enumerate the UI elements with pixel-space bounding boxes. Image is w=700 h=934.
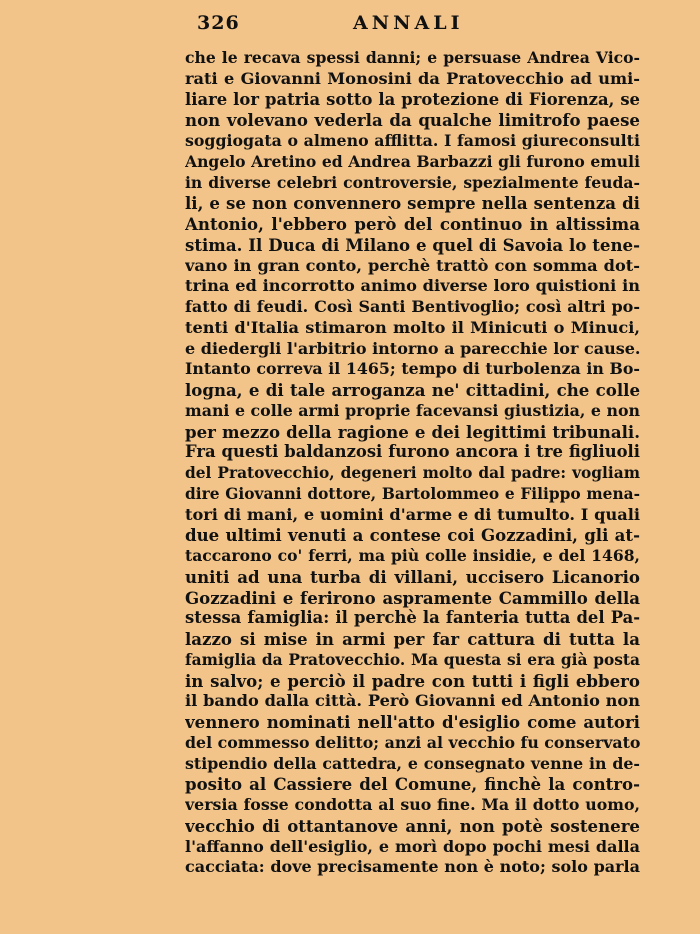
text-line: uniti ad una turba di villani, uccisero Licanorio xyxy=(185,566,640,587)
text-line: Antonio, l'ebbero però del continuo in altissima xyxy=(185,214,640,234)
text-line: del Pratovecchio, degeneri molto dal padre: vogliam xyxy=(185,464,640,482)
text-line: Intanto correva il 1465; tempo di turbolenza in Bo- xyxy=(185,359,640,379)
text-line: posito al Cassiere del Comune, finchè la contro- xyxy=(185,774,640,795)
text-line: logna, e di tale arroganza ne' cittadini, che colle xyxy=(185,380,640,400)
text-line: liare lor patria sotto la protezione di Fiorenza, se xyxy=(185,89,640,109)
page-header xyxy=(0,12,700,38)
text-line: cacciata: dove precisamente non è noto; solo parla xyxy=(185,857,640,877)
text-line: dire Giovanni dottore, Bartolommeo e Filippo mena- xyxy=(185,484,640,503)
text-line: tori di mani, e uomini d'arme e di tumulto. I quali xyxy=(185,504,640,524)
text-line: non volevano vederla da qualche limitrofo paese xyxy=(185,110,640,131)
text-line: che le recava spessi danni; e persuase Andrea Vico- xyxy=(185,48,640,67)
text-line: versia fosse condotta al suo fine. Ma il dotto uomo, xyxy=(185,795,640,814)
text-line: Fra questi baldanzosi furono ancora i tre figliuoli xyxy=(185,442,640,462)
text-line: vecchio di ottantanove anni, non potè sostenere xyxy=(185,815,640,836)
text-line: mani e colle armi proprie facevansi giustizia, e non xyxy=(185,400,640,420)
text-line: vano in gran conto, perchè trattò con somma dot- xyxy=(185,255,640,275)
text-line: in salvo; e perciò il padre con tutti i figli ebbero xyxy=(185,670,640,691)
text-line: stessa famiglia: il perchè la fanteria tutta del Pa- xyxy=(185,608,640,628)
text-line: trina ed incorrotto animo diverse loro quistioni in xyxy=(185,276,640,296)
text-line: Angelo Aretino ed Andrea Barbazzi gli furono emuli xyxy=(185,151,640,171)
text-line: stipendio della cattedra, e consegnato venne in de- xyxy=(185,753,640,773)
text-line: soggiogata o almeno afflitta. I famosi giureconsulti xyxy=(185,131,640,150)
text-line: il bando dalla città. Però Giovanni ed Antonio non xyxy=(185,691,640,711)
text-line: taccarono co' ferri, ma più colle insidie, e del 1468, xyxy=(185,546,640,565)
text-line: del commesso delitto; anzi al vecchio fu conservato xyxy=(185,732,640,752)
text-line: rati e Giovanni Monosini da Pratovecchio ad umi- xyxy=(185,68,640,88)
text-line: e diedergli l'arbitrio intorno a parecchie lor cause. xyxy=(185,338,640,358)
text-line: Gozzadini e ferirono aspramente Cammillo della xyxy=(185,587,640,608)
running-title: ANNALI xyxy=(353,12,464,34)
text-line: due ultimi venuti a contese coi Gozzadini, gli at- xyxy=(185,525,640,546)
body-text xyxy=(185,48,640,878)
text-line: stima. Il Duca di Milano e quel di Savoia lo tene- xyxy=(185,234,640,255)
text-line: li, e se non convennero sempre nella sentenza di xyxy=(185,193,640,214)
text-line: tenti d'Italia stimaron molto il Minicuti o Minuci, xyxy=(185,317,640,337)
text-line: l'affanno dell'esiglio, e morì dopo pochi mesi dalla xyxy=(185,836,640,856)
text-line: lazzo si mise in armi per far cattura di tutta la xyxy=(185,629,640,649)
text-line: in diverse celebri controversie, spezialmente feuda- xyxy=(185,172,640,192)
page-number: 326 xyxy=(197,12,240,34)
text-line: famiglia da Pratovecchio. Ma questa si era già posta xyxy=(185,650,640,669)
text-line: vennero nominati nell'atto d'esiglio come autori xyxy=(185,712,640,732)
text-line: fatto di feudi. Così Santi Bentivoglio; così altri po- xyxy=(185,297,640,316)
text-line: per mezzo della ragione e dei legittimi tribunali. xyxy=(185,421,640,442)
